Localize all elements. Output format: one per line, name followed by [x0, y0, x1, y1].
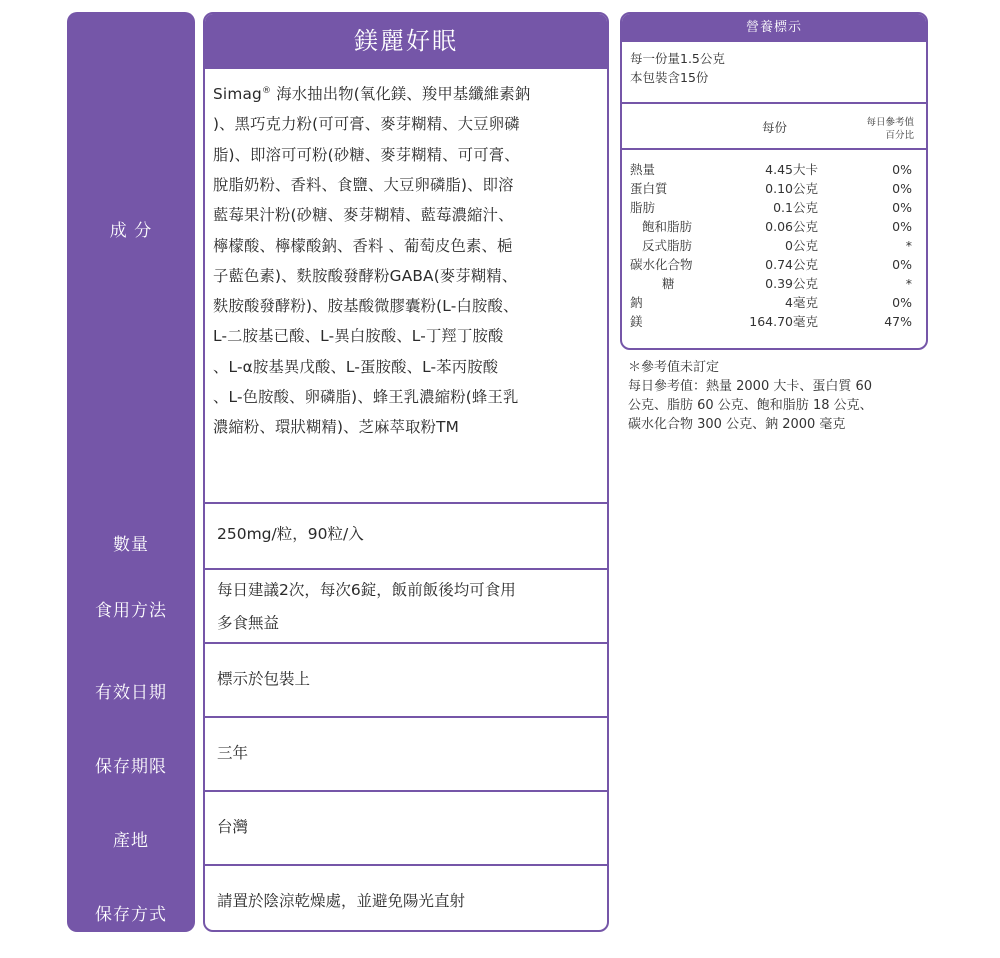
divider	[622, 148, 926, 150]
ingredient-line: 脫脂奶粉、香料、食鹽、大豆卵磷脂)、即溶	[213, 175, 514, 194]
nutrition-title: 營養標示	[622, 14, 926, 42]
product-title: 鎂麗好眠	[205, 14, 607, 69]
serving-size: 每一份量1.5公克	[630, 51, 725, 66]
expiry-label: 有效日期	[95, 683, 167, 703]
expiry-value: 標示於包裝上	[217, 670, 311, 688]
shelf-life-label: 保存期限	[95, 757, 167, 777]
usage-label: 食用方法	[95, 601, 167, 621]
nutrition-notes	[628, 358, 948, 434]
divider	[205, 864, 607, 866]
divider	[622, 102, 926, 104]
note-line: ＊參考值未訂定	[628, 360, 720, 375]
ingredient-line: 子藍色素)、麩胺酸發酵粉GABA(麥芽糊精、	[213, 266, 518, 285]
ingredient-line: 檸檬酸、檸檬酸鈉、香料 、葡萄皮色素、梔	[213, 236, 513, 255]
ingredient-line: L-二胺基已酸、L-異白胺酸、L-丁羥丁胺酸	[213, 327, 504, 346]
ingredient-line: 麩胺酸發酵粉)、胺基酸微膠囊粉(L-白胺酸、	[213, 297, 519, 316]
storage-value: 請置於陰涼乾燥處，並避免陽光直射	[217, 892, 466, 910]
storage-label: 保存方式	[95, 905, 167, 925]
nutrition-facts-box	[620, 12, 928, 350]
usage-line-1: 每日建議2次，每次6錠，飯前飯後均可食用	[217, 581, 516, 599]
ingredient-line: )、黑巧克力粉(可可膏、麥芽糊精、大豆卵磷	[213, 115, 520, 134]
ingredient-line: 濃縮粉、環狀糊精)、芝麻萃取粉TM	[213, 418, 460, 437]
nutrient-row: 反式脂肪 0公克 *	[642, 238, 912, 253]
ingredient-line: 藍莓果汁粉(砂糖、麥芽糊精、藍莓濃縮汁、	[213, 206, 514, 225]
nutrient-row: 蛋白質 0.10公克 0%	[630, 181, 912, 196]
ingredients-label: 成 分	[109, 221, 153, 241]
origin-value: 台灣	[217, 818, 249, 836]
ingredient-line: Simag® 海水抽出物(氧化鎂、羧甲基纖維素鈉	[213, 85, 531, 104]
label-column	[67, 12, 195, 932]
divider	[205, 790, 607, 792]
note-line: 每日參考值：熱量 2000 大卡、蛋白質 60	[628, 379, 873, 394]
quantity-value: 250mg/粒，90粒/入	[217, 525, 364, 543]
servings-per-package: 本包裝含15份	[630, 70, 709, 85]
nutrient-row: 飽和脂肪 0.06公克 0%	[642, 219, 912, 234]
ingredients-text	[213, 76, 605, 443]
note-line: 碳水化合物 300 公克、鈉 2000 毫克	[628, 417, 846, 432]
nutrient-row: 鈉 4毫克 0%	[630, 295, 912, 310]
usage-line-2: 多食無益	[217, 614, 280, 632]
note-line: 公克、脂肪 60 公克、飽和脂肪 18 公克、	[628, 398, 873, 413]
divider	[205, 716, 607, 718]
ingredient-line: 、L-α胺基異戊酸、L-蛋胺酸、L-苯丙胺酸	[213, 357, 499, 376]
per-serving-header: 每份	[762, 120, 788, 135]
nutrient-row: 脂肪 0.1公克 0%	[630, 200, 912, 215]
product-info-box	[203, 12, 609, 932]
ingredient-line: 脂)、即溶可可粉(砂糖、麥芽糊精、可可膏、	[213, 145, 520, 164]
nutrient-row: 熱量 4.45大卡 0%	[630, 162, 912, 177]
shelf-life-value: 三年	[217, 744, 249, 762]
divider	[205, 642, 607, 644]
origin-label: 產地	[113, 831, 149, 851]
daily-reference-header: 每日參考值	[866, 117, 914, 128]
registered-mark: ®	[261, 86, 272, 96]
divider	[205, 568, 607, 570]
percent-header: 百分比	[885, 130, 914, 141]
nutrient-row: 碳水化合物 0.74公克 0%	[630, 257, 912, 272]
nutrient-row: 糖 0.39公克 *	[662, 276, 912, 291]
quantity-label: 數量	[113, 535, 149, 555]
ingredient-line: 、L-色胺酸、卵磷脂)、蜂王乳濃縮粉(蜂王乳	[213, 388, 519, 407]
nutrient-row: 鎂 164.70毫克 47%	[630, 314, 912, 329]
divider	[205, 502, 607, 504]
